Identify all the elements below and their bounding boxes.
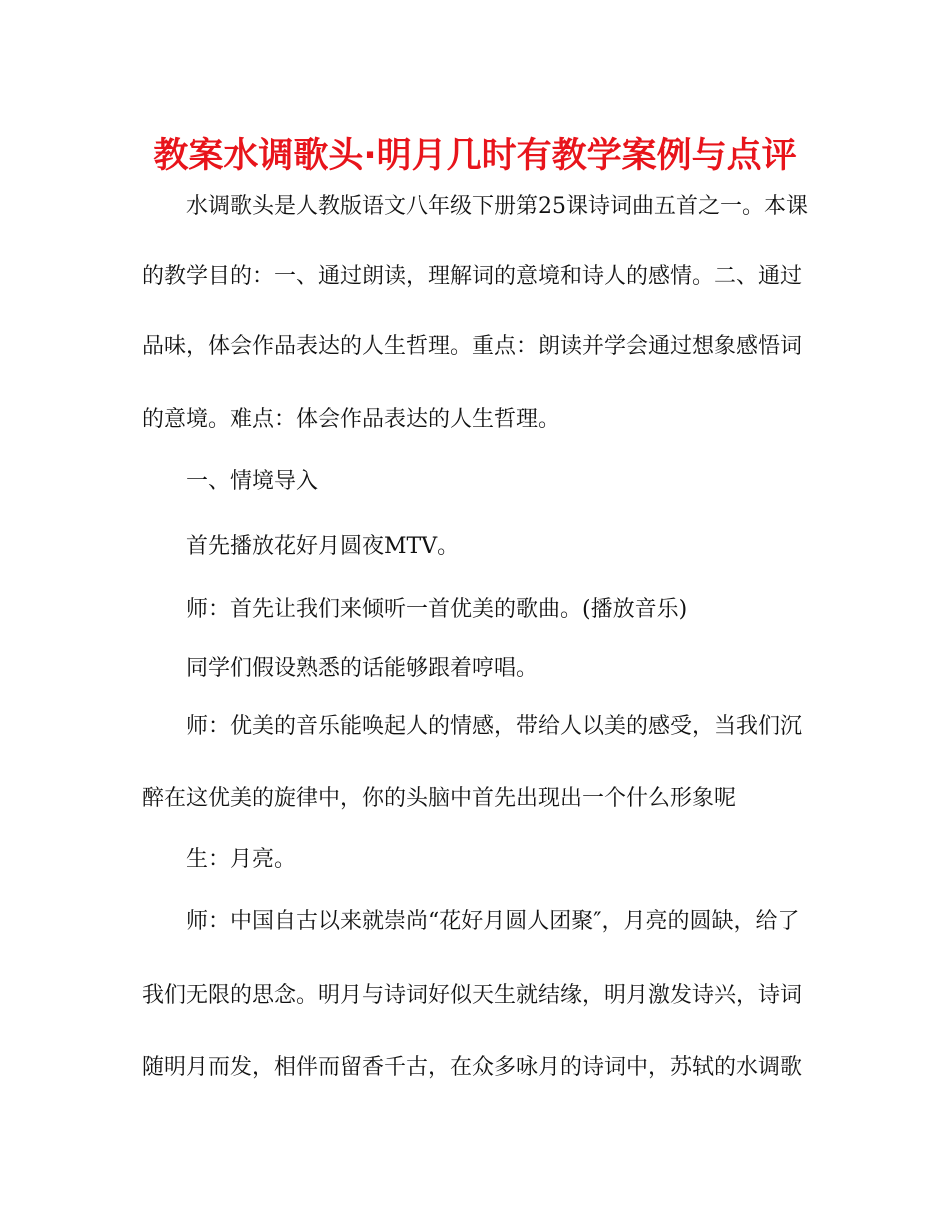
paragraph-line: 首先播放花好月圆夜MTV。 [186,534,460,559]
paragraph-line: 的意境。难点：体会作品表达的人生哲理。 [142,407,561,432]
section-heading: 一、情境导入 [186,469,319,494]
paragraph-line: 师：首先让我们来倾听一首优美的歌曲。(播放音乐) [186,597,688,622]
paragraph-line: 师：优美的音乐能唤起人的情感，带给人以美的感受，当我们沉 [186,714,803,739]
paragraph-line: 师：中国自古以来就崇尚“花好月圆人团聚″，月亮的圆缺，给了 [186,909,800,934]
paragraph-line: 随明月而发，相伴而留香千古，在众多咏月的诗词中，苏轼的水调歌 [142,1055,803,1080]
paragraph-line: 生：月亮。 [186,847,297,872]
document-title: 教案水调歌头·明月几时有教学案例与点评 [153,136,797,176]
paragraph-line: 同学们假设熟悉的话能够跟着哼唱。 [186,656,539,681]
paragraph-line: 醉在这优美的旋律中，你的头脑中首先出现出一个什么形象呢 [142,786,737,811]
paragraph-line: 的教学目的：一、通过朗读，理解词的意境和诗人的感情。二、通过 [142,264,803,289]
paragraph-line: 品味，体会作品表达的人生哲理。重点：朗读并学会通过想象感悟词 [142,334,803,359]
paragraph-line: 水调歌头是人教版语文八年级下册第25课诗词曲五首之一。本课 [186,194,808,219]
paragraph-line: 我们无限的思念。明月与诗词好似天生就结缘，明月激发诗兴，诗词 [142,983,803,1008]
